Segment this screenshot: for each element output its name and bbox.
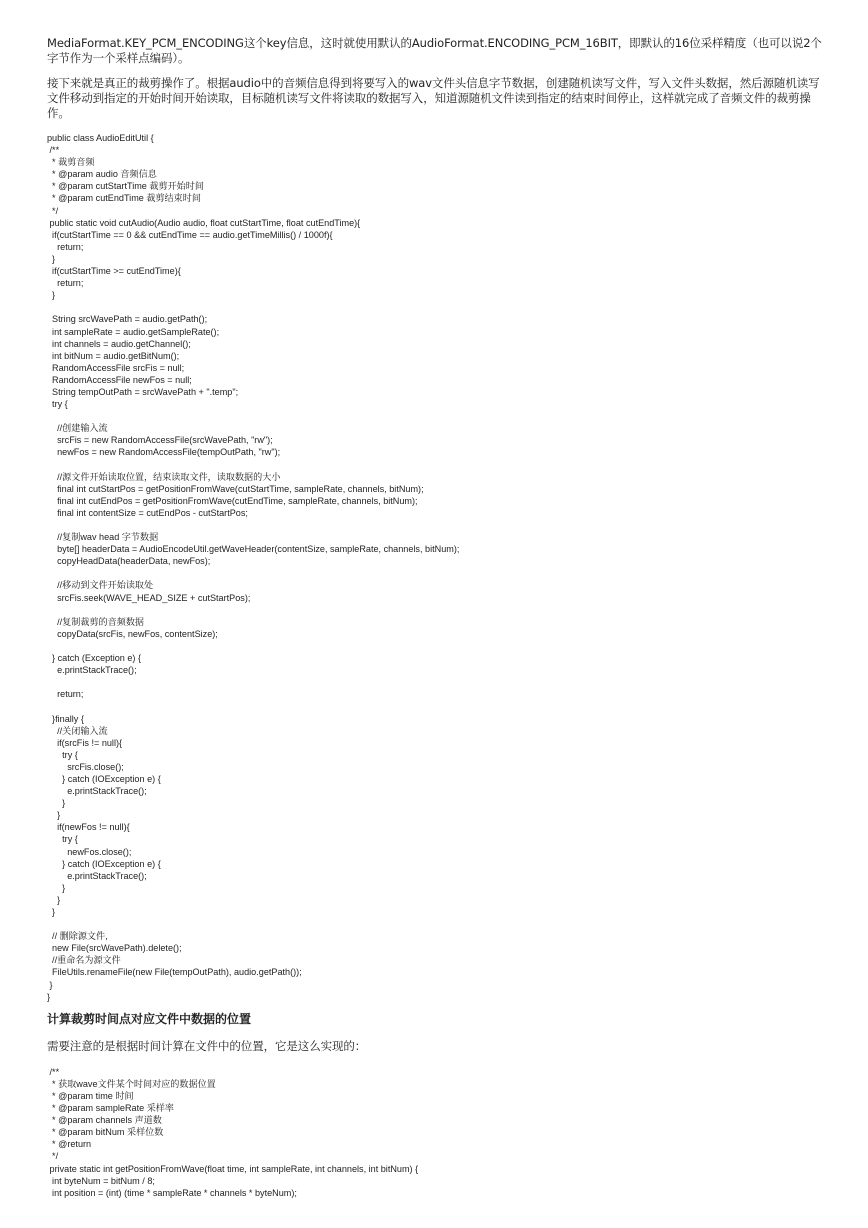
code-block-get-position bbox=[47, 1066, 823, 1199]
code-line: }finally { bbox=[47, 713, 84, 724]
code-line: //创建输入流 bbox=[47, 423, 108, 434]
code-line: final int cutEndPos = getPositionFromWave(cutEndTime, sampleRate, channels, bitNum); bbox=[47, 495, 418, 506]
code-line: } bbox=[47, 798, 66, 809]
code-line bbox=[47, 700, 823, 712]
code-line: * @param sampleRate 采样率 bbox=[47, 1103, 174, 1114]
code-line: } catch (IOException e) { bbox=[47, 858, 161, 869]
code-line: } catch (IOException e) { bbox=[47, 773, 161, 784]
code-line: public static void cutAudio(Audio audio, float cutStartTime, float cutEndTime){ bbox=[47, 217, 361, 228]
code-line: int channels = audio.getChannel(); bbox=[47, 338, 191, 349]
intro-paragraph-1: MediaFormat.KEY_PCM_ENCODING这个key信息，这时就使用默认的AudioFormat.ENCODING_PCM_16BIT，即默认的16位采样精度（也可以说2个字节作为一个采样点编码）。 bbox=[47, 36, 822, 65]
code-line: srcFis.close(); bbox=[47, 761, 124, 772]
code-line: } bbox=[47, 882, 66, 893]
code-line bbox=[47, 604, 823, 616]
code-line bbox=[47, 410, 823, 422]
code-line bbox=[47, 519, 823, 531]
code-line: */ bbox=[47, 205, 59, 216]
code-line: } bbox=[47, 979, 53, 990]
code-line: * 获取wave文件某个时间对应的数据位置 bbox=[47, 1078, 216, 1089]
code-line: copyData(srcFis, newFos, contentSize); bbox=[47, 628, 218, 639]
code-block-cut-audio bbox=[47, 132, 823, 1003]
code-line bbox=[47, 301, 823, 313]
code-line: //复制wav head 字节数据 bbox=[47, 532, 159, 543]
code-line: e.printStackTrace(); bbox=[47, 870, 147, 881]
code-line: new File(srcWavePath).delete(); bbox=[47, 943, 182, 954]
code-line: } catch (Exception e) { bbox=[47, 653, 142, 664]
code-line: srcFis.seek(WAVE_HEAD_SIZE + cutStartPos); bbox=[47, 592, 251, 603]
code-line: //重命名为源文件 bbox=[47, 955, 121, 966]
code-line: if(srcFis != null){ bbox=[47, 737, 123, 748]
code-line: private static int getPositionFromWave(float time, int sampleRate, int channels, int bitNum) { bbox=[47, 1163, 419, 1174]
code-line: copyHeadData(headerData, newFos); bbox=[47, 556, 211, 567]
code-line: //源文件开始读取位置，结束读取文件，读取数据的大小 bbox=[47, 471, 281, 482]
code-line: String tempOutPath = srcWavePath + ".temp"; bbox=[47, 386, 239, 397]
code-line: //移动到文件开始读取处 bbox=[47, 580, 154, 591]
code-line: * @param cutStartTime 裁剪开始时间 bbox=[47, 181, 204, 192]
code-line: if(newFos != null){ bbox=[47, 822, 130, 833]
code-line: * @return bbox=[47, 1139, 92, 1150]
code-line bbox=[47, 567, 823, 579]
code-line: /** bbox=[47, 145, 60, 156]
code-line: public class AudioEditUtil { bbox=[47, 133, 154, 143]
article-page bbox=[47, 36, 823, 1207]
code-line: } bbox=[47, 991, 51, 1002]
code-line: //复制裁剪的音频数据 bbox=[47, 616, 145, 627]
code-line: int bitNum = audio.getBitNum(); bbox=[47, 350, 180, 361]
code-line: try { bbox=[47, 834, 78, 845]
code-line: if(cutStartTime == 0 && cutEndTime == audio.getTimeMillis() / 1000f){ bbox=[47, 229, 333, 240]
code-line: } bbox=[47, 253, 56, 264]
code-line: * 裁剪音频 bbox=[47, 157, 95, 168]
code-line: newFos.close(); bbox=[47, 846, 132, 857]
code-line: /** bbox=[47, 1066, 60, 1077]
section-paragraph: 需要注意的是根据时间计算在文件中的位置，它是这么实现的： bbox=[47, 1038, 367, 1053]
code-line: try { bbox=[47, 399, 68, 410]
code-line: * @param time 时间 bbox=[47, 1090, 134, 1101]
section-heading: 计算裁剪时间点对应文件中数据的位置 bbox=[47, 1011, 252, 1026]
code-line: } bbox=[47, 894, 61, 905]
code-line bbox=[47, 676, 823, 688]
code-line bbox=[47, 918, 823, 930]
code-line: return; bbox=[47, 278, 84, 289]
code-line bbox=[47, 459, 823, 471]
code-line bbox=[47, 640, 823, 652]
code-line: final int contentSize = cutEndPos - cutStartPos; bbox=[47, 507, 248, 518]
code-line: FileUtils.renameFile(new File(tempOutPath), audio.getPath()); bbox=[47, 967, 302, 978]
code-line: } bbox=[47, 290, 56, 301]
code-line: RandomAccessFile newFos = null; bbox=[47, 374, 192, 385]
code-line: } bbox=[47, 810, 61, 821]
code-line: * @param bitNum 采样位数 bbox=[47, 1127, 164, 1138]
code-line: e.printStackTrace(); bbox=[47, 786, 147, 797]
code-line: * @param channels 声道数 bbox=[47, 1115, 162, 1126]
code-line: int byteNum = bitNum / 8; bbox=[47, 1175, 155, 1186]
code-line: //关闭输入流 bbox=[47, 725, 108, 736]
code-line: e.printStackTrace(); bbox=[47, 665, 137, 676]
code-line: srcFis = new RandomAccessFile(srcWavePath, "rw"); bbox=[47, 435, 273, 446]
code-line: * @param audio 音频信息 bbox=[47, 169, 157, 180]
code-line: // 删除源文件, bbox=[47, 931, 108, 942]
code-line: * @param cutEndTime 裁剪结束时间 bbox=[47, 193, 201, 204]
code-line: return; bbox=[47, 689, 84, 700]
code-line: return; bbox=[47, 241, 84, 252]
code-line: byte[] headerData = AudioEncodeUtil.getWaveHeader(contentSize, sampleRate, channels, bitNum); bbox=[47, 544, 460, 555]
intro-paragraph-2: 接下来就是真正的裁剪操作了。根据audio中的音频信息得到将要写入的wav文件头信息字节数据，创建随机读写文件，写入文件头数据，然后源随机读写文件移动到指定的开始时间开始读取，目标随机读写文件将读取的数据写入，知道源随机文件读到指定的结束时间停止，这样就完成了音频文件的裁剪操作。 bbox=[47, 76, 820, 120]
code-line: int position = (int) (time * sampleRate * channels * byteNum); bbox=[47, 1187, 297, 1198]
code-line: int sampleRate = audio.getSampleRate(); bbox=[47, 326, 220, 337]
code-line: } bbox=[47, 907, 56, 917]
code-line: newFos = new RandomAccessFile(tempOutPath, "rw"); bbox=[47, 447, 281, 458]
code-line: if(cutStartTime >= cutEndTime){ bbox=[47, 266, 181, 277]
code-line: final int cutStartPos = getPositionFromWave(cutStartTime, sampleRate, channels, bitNum); bbox=[47, 483, 424, 494]
code-line: String srcWavePath = audio.getPath(); bbox=[47, 314, 208, 325]
code-line: */ bbox=[47, 1151, 59, 1162]
code-line: RandomAccessFile srcFis = null; bbox=[47, 362, 185, 373]
code-line: try { bbox=[47, 749, 78, 760]
